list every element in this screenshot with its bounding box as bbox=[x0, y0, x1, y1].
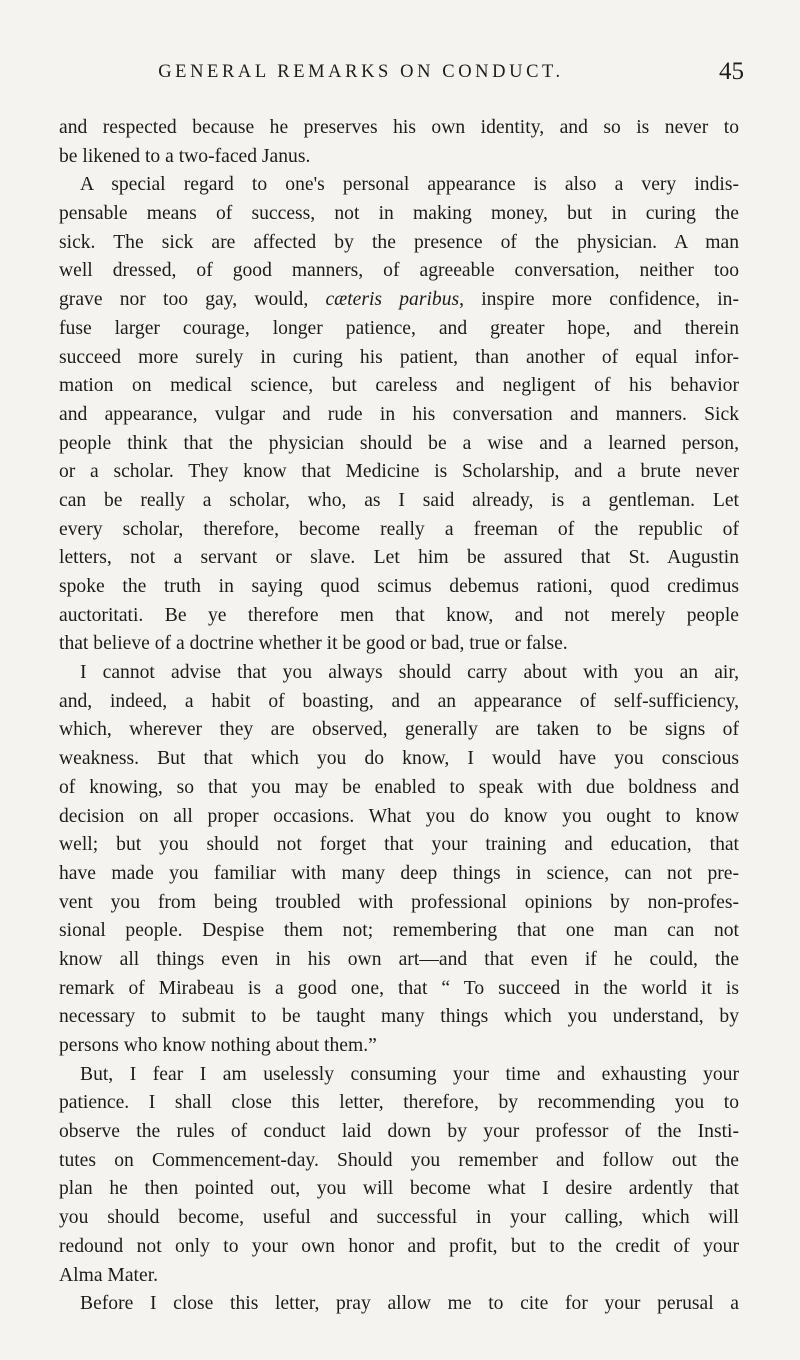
text-line: grave nor too gay, would, cæteris paribus, inspire more confidence, in- bbox=[59, 289, 739, 311]
text-line: Alma Mater. bbox=[59, 1264, 159, 1286]
text-line: or a scholar. They know that Medicine is Scholarship, and a brute never bbox=[59, 461, 739, 483]
text-line: and, indeed, a habit of boasting, and an appearance of self-sufficiency, bbox=[59, 690, 739, 712]
text-line: be likened to a two-faced Janus. bbox=[59, 145, 311, 167]
text-line: well; but you should not forget that your training and education, that bbox=[59, 834, 739, 856]
text-line: auctoritati. Be ye therefore men that know, and not merely people bbox=[59, 604, 739, 626]
text-line: A special regard to one's personal appearance is also a very indis- bbox=[80, 174, 739, 196]
text-line: necessary to submit to be taught many things which you understand, by bbox=[59, 1006, 739, 1028]
text-line: tutes on Commencement-day. Should you remember and follow out the bbox=[59, 1149, 739, 1171]
text-line: pensable means of success, not in making money, but in curing the bbox=[59, 203, 739, 225]
text-line: I cannot advise that you always should carry about with you an air, bbox=[80, 662, 739, 684]
running-head: GENERAL REMARKS ON CONDUCT. bbox=[158, 62, 564, 82]
text-line: which, wherever they are observed, generally are taken to be signs of bbox=[59, 719, 739, 741]
text-line: have made you familiar with many deep things in science, can not pre- bbox=[59, 862, 739, 884]
page-header bbox=[0, 58, 800, 92]
text-line: sick. The sick are affected by the presence of the physician. A man bbox=[59, 231, 739, 253]
text-line: plan he then pointed out, you will become what I desire ardently that bbox=[59, 1178, 739, 1200]
text-line: and appearance, vulgar and rude in his conversation and manners. Sick bbox=[59, 403, 739, 425]
text-line: Before I close this letter, pray allow me to cite for your perusal a bbox=[80, 1293, 739, 1315]
text-line: can be really a scholar, who, as I said already, is a gentleman. Let bbox=[59, 489, 739, 511]
text-line: persons who know nothing about them.” bbox=[59, 1035, 377, 1056]
text-line: decision on all proper occasions. What you do know you ought to know bbox=[59, 805, 739, 827]
page-number: 45 bbox=[719, 58, 744, 85]
text-line: that believe of a doctrine whether it be good or bad, true or false. bbox=[59, 633, 568, 655]
text-line: people think that the physician should be a wise and a learned person, bbox=[59, 432, 739, 454]
text-line: know all things even in his own art—and that even if he could, the bbox=[59, 948, 739, 970]
text-line: sional people. Despise them not; remembering that one man can not bbox=[59, 920, 739, 942]
text-line: patience. I shall close this letter, therefore, by recommending you to bbox=[59, 1092, 739, 1114]
text-line: observe the rules of conduct laid down by your professor of the Insti- bbox=[59, 1121, 739, 1143]
text-line: letters, not a servant or slave. Let him be assured that St. Augustin bbox=[59, 547, 739, 569]
text-line: of knowing, so that you may be enabled to speak with due boldness and bbox=[59, 776, 739, 798]
text-line: spoke the truth in saying quod scimus debemus rationi, quod credimus bbox=[59, 576, 739, 597]
text-line: redound not only to your own honor and profit, but to the credit of your bbox=[59, 1235, 739, 1257]
text-line: vent you from being troubled with professional opinions by non-profes- bbox=[59, 891, 739, 913]
text-line: succeed more surely in curing his patient, than another of equal infor- bbox=[59, 346, 739, 368]
italic-phrase: cæteris paribus bbox=[325, 289, 460, 311]
text-line: well dressed, of good manners, of agreeable conversation, neither too bbox=[59, 260, 739, 282]
text-line: mation on medical science, but careless and negligent of his behavior bbox=[59, 375, 739, 397]
text-line: you should become, useful and successful in your calling, which will bbox=[59, 1207, 739, 1229]
text-line: every scholar, therefore, become really a freeman of the republic of bbox=[59, 518, 739, 540]
text-line: weakness. But that which you do know, I would have you conscious bbox=[59, 748, 739, 770]
body-text bbox=[59, 114, 739, 1319]
text-line: and respected because he preserves his own identity, and so is never to bbox=[59, 117, 739, 138]
text-line: fuse larger courage, longer patience, and greater hope, and therein bbox=[59, 317, 739, 339]
text-line: remark of Mirabeau is a good one, that “ To succeed in the world it is bbox=[59, 977, 739, 999]
text-line: But, I fear I am uselessly consuming your time and exhausting your bbox=[80, 1063, 739, 1085]
